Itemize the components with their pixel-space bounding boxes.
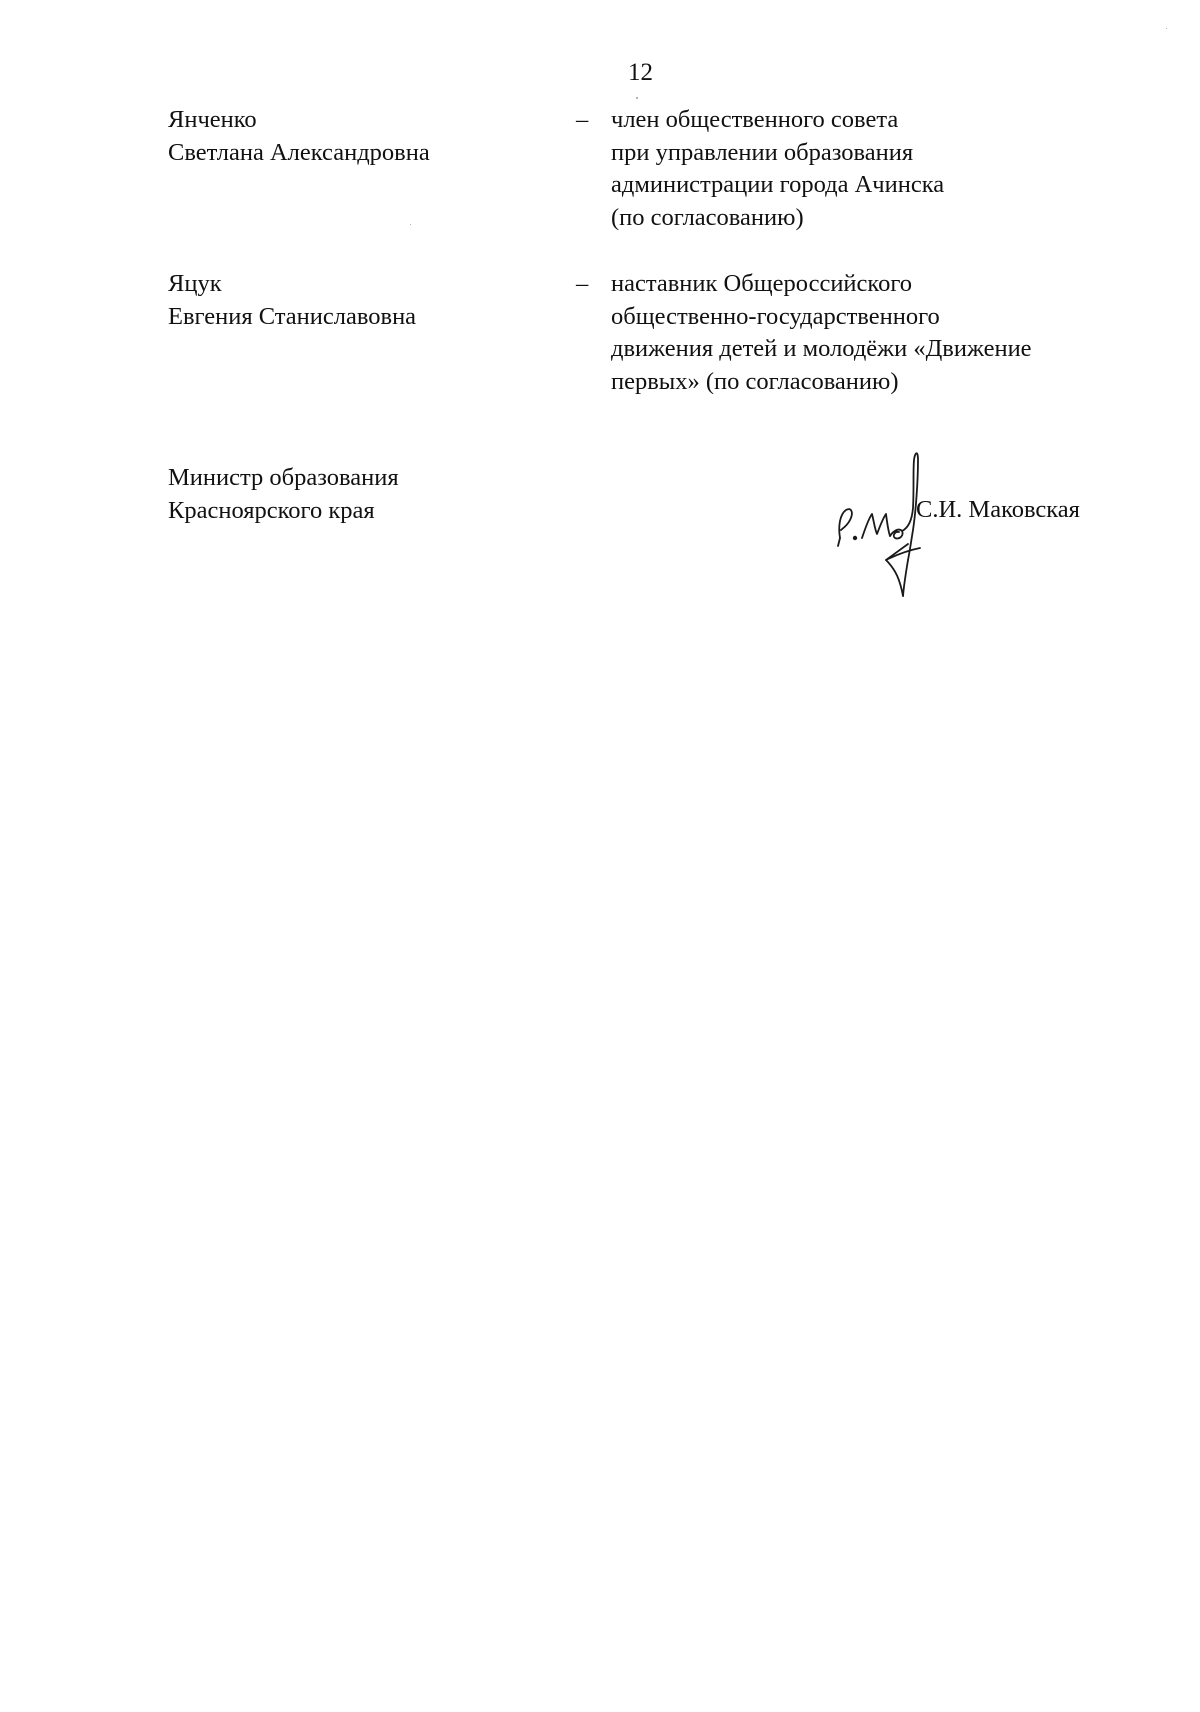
scan-speck	[636, 97, 638, 99]
scan-speck	[410, 224, 411, 225]
role-line: при управлении образования	[611, 138, 914, 166]
role-line: первых» (по согласованию)	[611, 367, 899, 395]
member-given-names: Светлана Александровна	[168, 138, 430, 166]
role-line: движения детей и молодёжи «Движение	[611, 335, 1032, 362]
role-line: наставник Общероссийского	[611, 270, 913, 297]
dash-separator: –	[576, 270, 589, 297]
member-name	[168, 104, 548, 169]
member-surname: Янченко	[168, 106, 257, 133]
signer-name: С.И. Маковская	[916, 496, 1080, 523]
signoff-block	[168, 462, 1128, 602]
role-line: член общественного совета	[611, 106, 899, 133]
member-surname: Яцук	[168, 270, 222, 297]
role-line: (по согласованию)	[611, 203, 804, 231]
signoff-region: Красноярского края	[168, 496, 375, 524]
dash-separator: –	[576, 106, 589, 133]
role-line: общественно-государственного	[611, 302, 940, 330]
member-role	[611, 268, 1131, 398]
role-line: администрации города Ачинска	[611, 171, 945, 198]
scan-speck	[1166, 28, 1167, 29]
page-number: 12	[628, 59, 653, 86]
signoff-position: Министр образования	[168, 464, 399, 491]
signoff-title	[168, 462, 399, 527]
member-given-names: Евгения Станиславовна	[168, 302, 417, 330]
member-role	[611, 104, 1131, 234]
member-name	[168, 268, 548, 333]
